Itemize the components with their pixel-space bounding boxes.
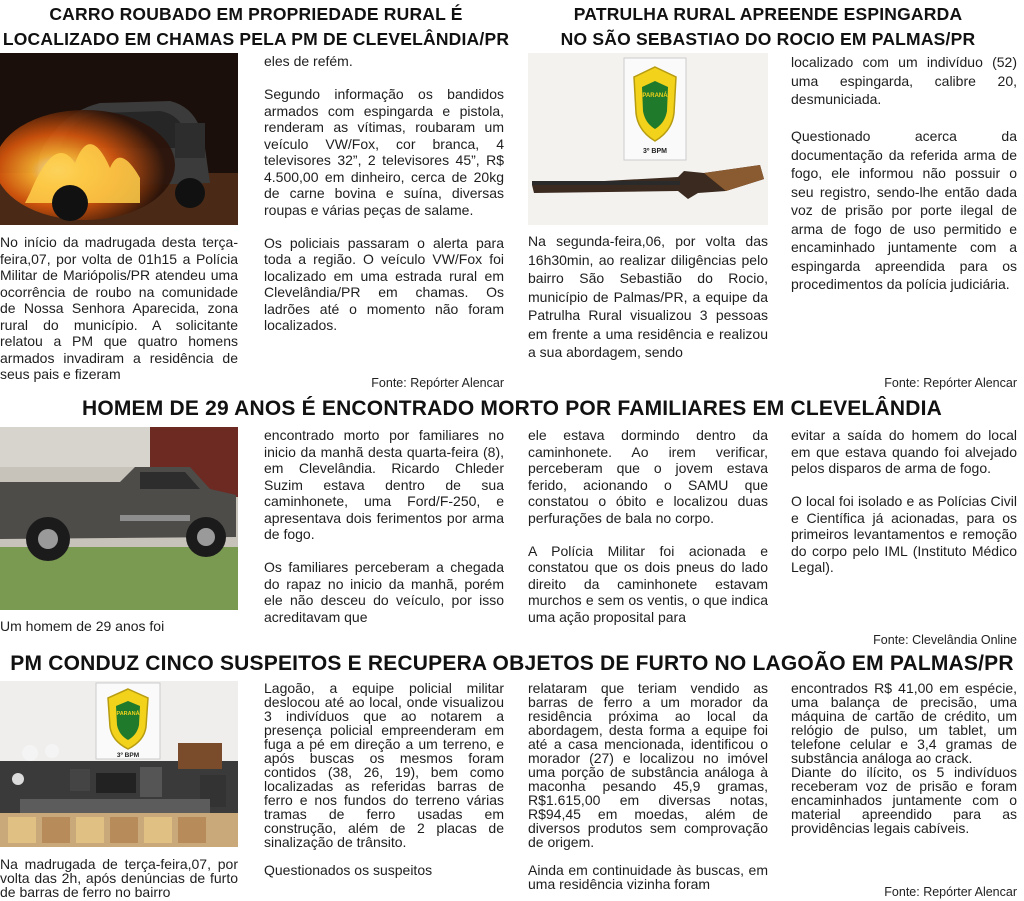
headline-car-fire-line1: CARRO ROUBADO EM PROPRIEDADE RURAL É bbox=[49, 4, 463, 24]
headline-shotgun-line1: PATRULHA RURAL APREENDE ESPINGARDA bbox=[573, 4, 963, 24]
death-text-col1: Um homem de 29 anos foi bbox=[0, 618, 165, 634]
headline-car-fire-line2: LOCALIZADO EM CHAMAS PELA PM DE CLEVELÂNDIA/PR bbox=[2, 29, 510, 49]
seized-objects-photo bbox=[0, 681, 238, 847]
car-fire-source: Fonte: Repórter Alencar bbox=[371, 376, 504, 390]
shotgun-source: Fonte: Repórter Alencar bbox=[884, 376, 1017, 390]
svg-text:PARANÁ: PARANÁ bbox=[642, 93, 668, 99]
shotgun-badge-text: 3º BPM bbox=[643, 148, 667, 155]
lagoao-badge-text: 3º BPM bbox=[116, 752, 140, 759]
lagoao-text-col1: Na madrugada de terça-feira,07, por volta das 2h, após denúncias de furto de barras de ferro no bairro bbox=[0, 857, 238, 900]
lagoao-text-col2: Lagoão, a equipe policial militar deslocou até ao local, onde visualizou 3 indivíduos que ao notarem a presença policial empreenderam em fuga a pé em direção a um terreno, e após buscas os mesmos foram contidos (38, 26, 19), bem como localizadas as referidas barras de ferro e nos fundos do terreno várias tramas de ferro usadas em construção, além de 2 placas de sinalização de trânsito. Questionados os suspeitos bbox=[264, 681, 504, 878]
burning-car-photo bbox=[0, 53, 238, 225]
pickup-truck-photo bbox=[0, 427, 238, 610]
death-text-col3: ele estava dormindo dentro da caminhonete. Ao irem verificar, perceberam que o jovem estava ferido, acionando o SAMU que constatou o óbito e localizou duas perfurações de bala no corpo. A Polícia Militar foi acionada e constatou que os dois pneus do lado direito da caminhonete estavam murchos e sem os ventis, o que indica uma ação proposital para bbox=[528, 427, 768, 625]
death-text-col4: evitar a saída do homem do local em que estava quando foi alvejado pelos disparos de arma de fogo. O local foi isolado e as Polícias Civil e Científica já acionadas, para os primeiros levantamentos e remoção do corpo pelo IML (Instituto Médico Legal). bbox=[791, 427, 1017, 575]
lagoao-source: Fonte: Repórter Alencar bbox=[884, 885, 1017, 899]
lagoao-text-col3: relataram que teriam vendido as barras de ferro a um morador da residência próxima ao local da abordagem, desta forma a equipe foi até a casa mencionada, identificou o morador (27) e localizou no imóvel uma porção de substância análoga à maconha pesando 45,9 gramas, R$1.615,00 em diversas notas, R$94,45 em moedas, além de diversos produtos sem comprovação de origem. Ainda em continuidade às buscas, em uma residência vizinha foram bbox=[528, 681, 768, 892]
death-source: Fonte: Clevelândia Online bbox=[873, 633, 1017, 647]
seized-shotgun-photo bbox=[528, 53, 768, 225]
car-fire-text-col2: eles de refém. Segundo informação os bandidos armados com espingarda e pistola, renderam as vítimas, roubaram um veículo VW/Fox, cor branca, 4 televisores 32”, 2 televisores 45”, R$ 4.500,00 em dinheiro, cerca de 20kg de carne bovina e suína, diversas roupas e várias peças de salame. Os policiais passaram o alerta para toda a região. O veículo VW/Fox foi localizado em uma estrada rural em Clevelândia/PR em chamas. Os ladrões até o momento não foram localizados. bbox=[264, 53, 504, 333]
svg-text:PARANÁ: PARANÁ bbox=[116, 711, 140, 717]
car-fire-text-col1: No início da madrugada desta terça-feira,07, por volta de 01h15 a Polícia Militar de Mariópolis/PR atendeu uma ocorrência de roubo na comunidade de Nossa Senhora Aparecida, zona rural do município. A solicitante relatou a PM que quatro homens armados invadiram a residência de seus pais e fizeram bbox=[0, 234, 238, 382]
headline-shotgun-line2: NO SÃO SEBASTIAO DO ROCIO EM PALMAS/PR bbox=[560, 29, 976, 49]
lagoao-text-col4: encontrados R$ 41,00 em espécie, uma balança de precisão, uma máquina de cartão de crédito, um relógio de pulso, um tablet, um telefone celular e 3,4 gramas de substância análoga ao crack. Diante do ilícito, os 5 indivíduos receberam voz de prisão e foram encaminhados juntamente com o material apreendido para as providências legais cabíveis. bbox=[791, 681, 1017, 836]
shotgun-text-col1: Na segunda-feira,06, por volta das 16h30min, ao realizar diligências pelo bairro São Sebastião do Rocio, município de Palmas/PR, a equipe da Patrulha Rural visualizou 3 pessoas em frente a uma residência e realizou a sua abordagem, sendo bbox=[528, 233, 768, 360]
death-text-col2: encontrado morto por familiares no inicio da manhã desta quarta-feira (8), em Clevelândia. Ricardo Chleder Suzim estava dentro de sua caminhonete, uma Ford/F-250, e apresentava dois ferimentos por arma de fogo. Os familiares perceberam a chegada do rapaz no inicio da manhã, porém ele não desceu do veículo, por isso acreditavam que bbox=[264, 427, 504, 625]
headline-lagoao: PM CONDUZ CINCO SUSPEITOS E RECUPERA OBJETOS DE FURTO NO LAGOÃO EM PALMAS/PR bbox=[10, 652, 1014, 675]
headline-death: HOMEM DE 29 ANOS É ENCONTRADO MORTO POR FAMILIARES EM CLEVELÂNDIA bbox=[81, 397, 943, 420]
shotgun-text-col2: localizado com um indivíduo (52) uma espingarda, calibre 20, desmuniciada. Questionado acerca da documentação da referida arma de fogo, ele informou não possuir o seu registro, sendo-lhe então dada voz de prisão por porte ilegal de arma de fogo de uso permitido e encaminhado juntamente com a espingarda apreendida para os procedimentos da polícia judiciária. bbox=[791, 54, 1017, 292]
